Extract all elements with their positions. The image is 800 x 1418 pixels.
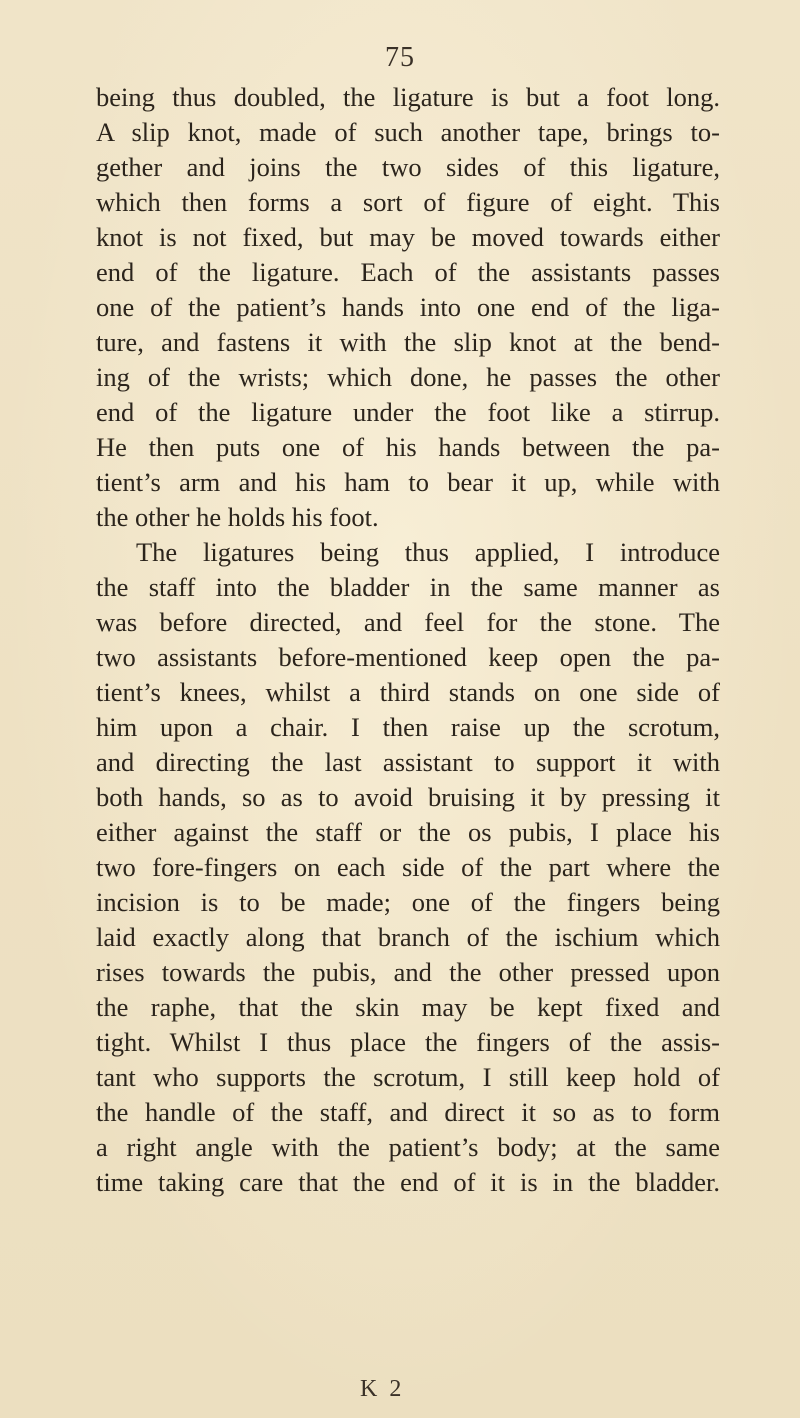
text-line: tient’s knees, whilst a third stands on one side of bbox=[96, 677, 720, 707]
text-line: two assistants before-mentioned keep open the pa- bbox=[96, 642, 720, 672]
text-line: gether and joins the two sides of this ligature, bbox=[96, 152, 720, 182]
text-line: end of the ligature. Each of the assistants passes bbox=[96, 257, 720, 287]
text-line: The ligatures being thus applied, I introduce bbox=[136, 537, 720, 567]
text-line: him upon a chair. I then raise up the scrotum, bbox=[96, 712, 720, 742]
body-text bbox=[96, 80, 720, 1200]
text-line: was before directed, and feel for the stone. The bbox=[96, 607, 720, 637]
text-line: rises towards the pubis, and the other pressed upon bbox=[96, 957, 720, 987]
text-line: and directing the last assistant to support it with bbox=[96, 747, 720, 777]
paragraph bbox=[96, 80, 720, 535]
text-line: both hands, so as to avoid bruising it by pressing it bbox=[96, 782, 720, 812]
text-line: tient’s arm and his ham to bear it up, while with bbox=[96, 467, 720, 497]
text-line: tant who supports the scrotum, I still keep hold of bbox=[96, 1062, 720, 1092]
text-line: the other he holds his foot. bbox=[96, 502, 379, 532]
text-line: one of the patient’s hands into one end of the liga- bbox=[96, 292, 720, 322]
text-line: either against the staff or the os pubis, I place his bbox=[96, 817, 720, 847]
text-line: ing of the wrists; which done, he passes the other bbox=[96, 362, 720, 392]
text-line: the staff into the bladder in the same manner as bbox=[96, 572, 720, 602]
text-line: which then forms a sort of figure of eight. This bbox=[96, 187, 720, 217]
text-line: tight. Whilst I thus place the fingers of the assis- bbox=[96, 1027, 720, 1057]
text-line: laid exactly along that branch of the ischium which bbox=[96, 922, 720, 952]
text-line: ture, and fastens it with the slip knot at the bend- bbox=[96, 327, 720, 357]
text-line: A slip knot, made of such another tape, brings to- bbox=[96, 117, 720, 147]
text-line: the handle of the staff, and direct it so as to form bbox=[96, 1097, 720, 1127]
text-line: incision is to be made; one of the fingers being bbox=[96, 887, 720, 917]
paragraph bbox=[96, 535, 720, 1200]
text-line: knot is not fixed, but may be moved towards either bbox=[96, 222, 720, 252]
text-line: He then puts one of his hands between the pa- bbox=[96, 432, 720, 462]
text-line: being thus doubled, the ligature is but a foot long. bbox=[96, 82, 720, 112]
text-line: end of the ligature under the foot like a stirrup. bbox=[96, 397, 720, 427]
text-line: time taking care that the end of it is in the bladder. bbox=[96, 1167, 720, 1197]
signature-mark: K 2 bbox=[360, 1376, 405, 1402]
page-number: 75 bbox=[385, 42, 415, 73]
text-line: the raphe, that the skin may be kept fixed and bbox=[96, 992, 720, 1022]
text-line: a right angle with the patient’s body; at the same bbox=[96, 1132, 720, 1162]
text-line: two fore-fingers on each side of the part where the bbox=[96, 852, 720, 882]
